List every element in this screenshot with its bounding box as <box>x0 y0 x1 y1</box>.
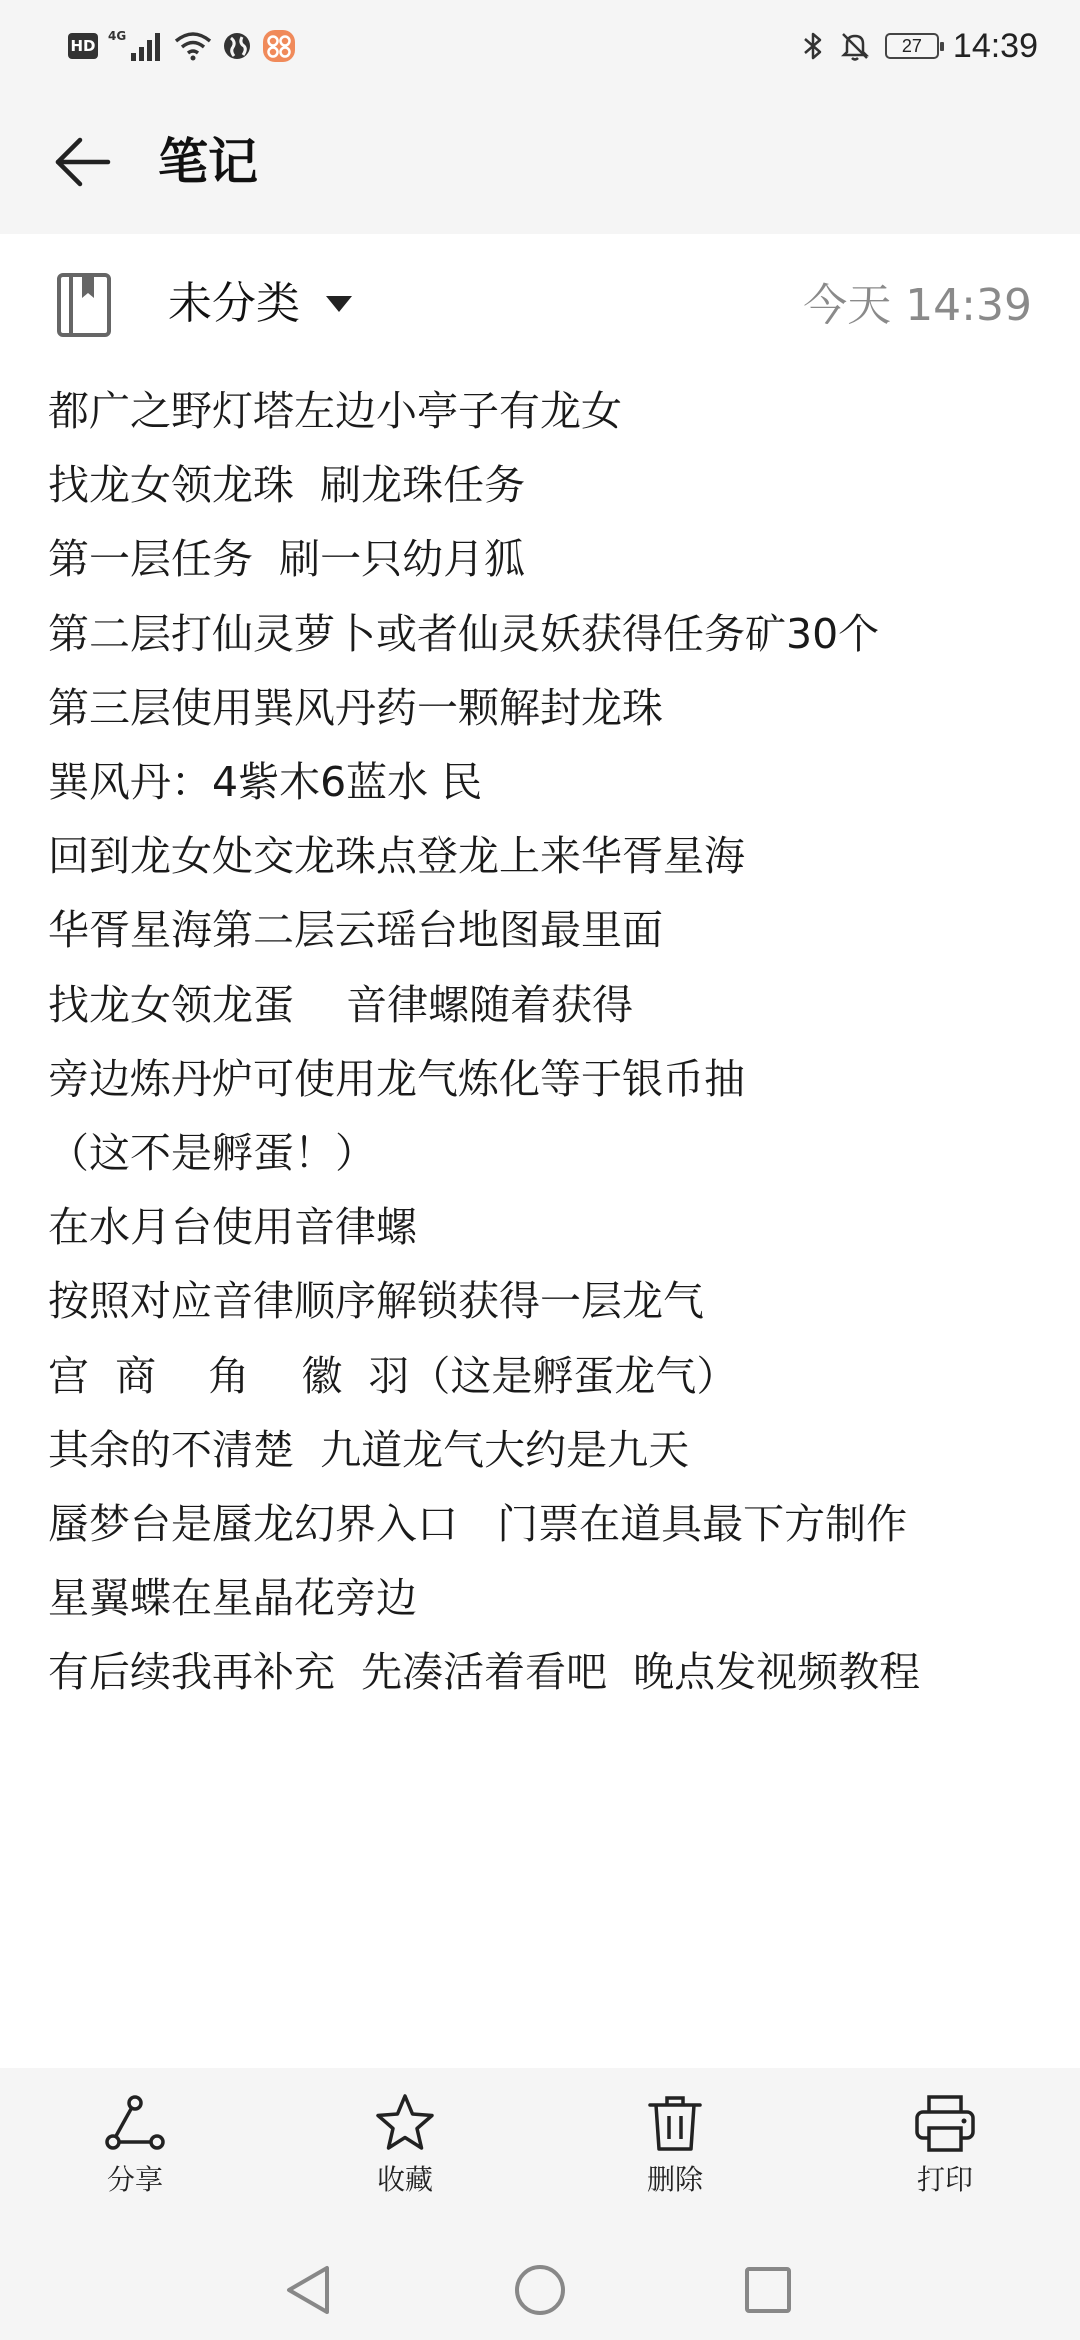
note-line: （这不是孵蛋！） <box>48 1129 376 1178</box>
page-title: 笔记 <box>158 133 258 191</box>
favorite-button[interactable] <box>270 2068 540 2238</box>
hd-icon: HD <box>68 33 98 59</box>
globe-icon <box>222 31 252 61</box>
note-line: 有后续我再补充 先凑活着看吧 晚点发视频教程 <box>48 1648 921 1697</box>
status-bar <box>0 0 1080 90</box>
star-icon <box>374 2092 436 2154</box>
back-button[interactable] <box>46 126 118 198</box>
notebook-icon[interactable] <box>56 272 112 338</box>
note-line: 第三层使用巽风丹药一颗解封龙珠 <box>48 683 663 732</box>
navigation-bar <box>0 2238 1080 2340</box>
print-button[interactable] <box>810 2068 1080 2238</box>
note-line: 华胥星海第二层云瑶台地图最里面 <box>48 906 663 955</box>
nav-back-icon <box>283 2264 333 2316</box>
note-line: 星翼蝶在星晶花旁边 <box>48 1574 417 1623</box>
delete-label: 删除 <box>646 2163 703 2196</box>
status-right-icons <box>801 24 1038 68</box>
battery-icon <box>885 33 939 59</box>
note-line: 都广之野灯塔左边小亭子有龙女 <box>48 387 622 435</box>
nav-home-icon <box>513 2263 567 2317</box>
note-line: 回到龙女处交龙珠点登龙上来华胥星海 <box>48 832 745 881</box>
arrow-left-icon <box>52 136 112 188</box>
share-icon <box>104 2092 166 2154</box>
note-line: 在水月台使用音律螺 <box>48 1203 417 1252</box>
status-left-icons <box>68 24 296 68</box>
nav-recents-icon <box>743 2265 793 2315</box>
share-label: 分享 <box>106 2163 163 2196</box>
signal-icon <box>130 31 164 61</box>
delete-button[interactable] <box>540 2068 810 2238</box>
status-time: 14:39 <box>952 26 1038 65</box>
note-line: 其余的不清楚 九道龙气大约是九天 <box>48 1425 690 1474</box>
category-label: 未分类 <box>168 278 300 329</box>
note-line: 旁边炼丹炉可使用龙气炼化等于银币抽 <box>48 1054 745 1103</box>
bottom-toolbar <box>0 2068 1080 2238</box>
note-timestamp: 今天 14:39 <box>803 280 1032 331</box>
chevron-down-icon <box>326 296 352 312</box>
note-line: 第一层任务 刷一只幼月狐 <box>48 535 526 584</box>
print-label: 打印 <box>916 2163 973 2196</box>
note-meta-row <box>0 234 1080 374</box>
note-line: 第二层打仙灵萝卜或者仙灵妖获得任务矿30个 <box>48 609 880 658</box>
note-line: 找龙女领龙蛋 音律螺随着获得 <box>48 980 634 1029</box>
note-line: 蜃梦台是蜃龙幻界入口 门票在道具最下方制作 <box>48 1500 908 1549</box>
nav-home-button[interactable] <box>510 2260 570 2320</box>
note-line: 找龙女领龙珠 刷龙珠任务 <box>48 461 526 510</box>
app-notification-icon <box>262 29 296 63</box>
app-header <box>0 90 1080 234</box>
network-type-label: 4G <box>108 29 127 43</box>
nav-recents-button[interactable] <box>738 2260 798 2320</box>
printer-icon <box>914 2092 976 2154</box>
note-line: 巽风丹：4紫木6蓝水 民 <box>48 758 483 807</box>
note-content[interactable] <box>48 374 1048 1710</box>
share-button[interactable] <box>0 2068 270 2238</box>
note-line: 宫 商 角 徽 羽（这是孵蛋龙气） <box>48 1351 738 1400</box>
mute-icon <box>839 30 871 62</box>
trash-icon <box>644 2092 706 2154</box>
battery-level: 27 <box>901 36 922 56</box>
category-dropdown[interactable] <box>168 276 352 332</box>
wifi-icon <box>174 31 212 61</box>
nav-back-button[interactable] <box>278 2260 338 2320</box>
bluetooth-icon <box>801 30 825 62</box>
note-line: 按照对应音律顺序解锁获得一层龙气 <box>48 1277 704 1326</box>
favorite-label: 收藏 <box>376 2163 433 2196</box>
